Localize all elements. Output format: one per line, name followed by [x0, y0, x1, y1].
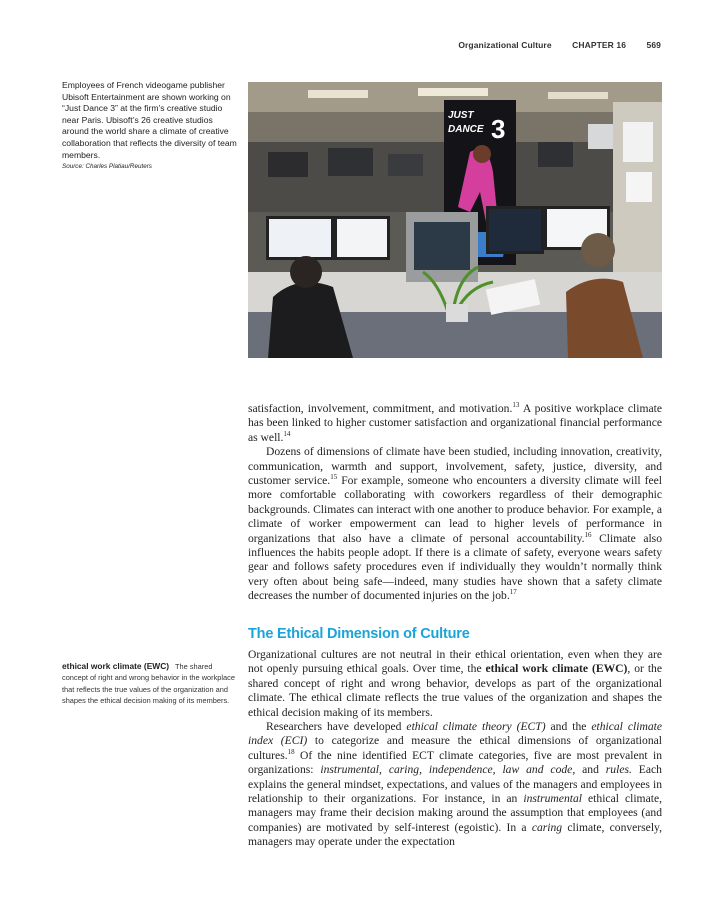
para1-text-a: satisfaction, involvement, commitment, and motivation. [248, 402, 513, 415]
footnote-ref-17: 17 [509, 588, 517, 597]
body-paragraphs-bottom [248, 648, 662, 850]
paragraph-3 [248, 648, 662, 720]
margin-glossary [62, 661, 237, 707]
running-header [440, 40, 661, 50]
para4-italic-ect: ethical climate theory (ECT) [406, 720, 546, 734]
para2-text-c: Climate also influences the habits people adopt. If there is a climate of safety, everyone wears safety gear and follows safety procedures even if individually they wouldn’t normally think very often about being safe—indeed, many studies have shown that a safety climate decreases the number of documented injuries on the job. [248, 531, 662, 603]
paragraph-2 [248, 445, 662, 603]
para1-text-b: A positive workplace climate has been linked to higher customer satisfaction and organizational financial performance as well. [248, 402, 662, 444]
footnote-ref-14: 14 [283, 429, 291, 438]
glossary-term: ethical work climate (EWC) [62, 661, 170, 671]
para2-text-b: For example, someone who encounters a diversity climate will feel more comfortable collaborating with coworkers regardless of their demographic backgrounds. Climates can interact with one another to produce behavior. For example, a climate of worker empowerment can lead to higher levels of performance in organizations that also have a climate of personal accountability. [248, 474, 663, 545]
para4-italic-rules: rules. [605, 763, 632, 777]
paragraph-1 [248, 402, 662, 445]
poster-title-1: JUST [448, 110, 474, 121]
poster-number: 3 [491, 114, 506, 144]
para2-text-a: Dozens of dimensions of climate have been studied, including innovation, creativity, communication, warmth and support, involvement, safety, justice, diversity, and customer service. [248, 445, 662, 488]
para4-text-g: ethical climate, managers may frame their decision making around the assumption that employees (and companies) are motivated by self-interest (egoistic). In a [248, 792, 662, 834]
para4-text-a: Researchers have developed [266, 720, 407, 734]
section-heading: The Ethical Dimension of Culture [248, 626, 470, 642]
para4-text-d: Of the nine identified ECT climate categories, five are most prevalent in organizations: [248, 748, 662, 777]
footnote-ref-13: 13 [512, 401, 520, 409]
para4-text-f: Each explains the general mindset, expectations, and values of the managers and employees in relationship to their organizations. For instance, in an [248, 763, 662, 806]
para4-italic-instrumental: instrumental [523, 792, 582, 806]
photo-caption [62, 80, 237, 172]
body-paragraphs-top [248, 402, 662, 604]
key-term-ewc: ethical work climate (EWC) [485, 662, 628, 676]
footnote-ref-15: 15 [330, 473, 338, 482]
glossary-definition: The shared concept of right and wrong behavior in the workplace that reflects the true values of the organization and shapes the ethical decision making of its members. [62, 662, 235, 706]
para3-text-b: , or the shared concept of right and wrong behavior, develops as part of the organizational climate. The ethical climate reflects the true values of the organization and shapes the ethical decision making of its members. [248, 662, 662, 719]
para4-italic-categories: instrumental, caring, independence, law and code, [320, 763, 576, 777]
caption-text: Employees of French videogame publisher Ubisoft Entertainment are shown working on “Just Dance 3” at the firm’s creative studio near Paris. Ubisoft’s 26 creative studios around the world share a climate of creative collaboration that reflects the diversity of team members. [62, 80, 237, 160]
para4-text-c: to categorize and measure the ethical dimensions of organizational cultures. [248, 734, 662, 762]
page-number: 569 [646, 40, 661, 50]
footnote-ref-16: 16 [584, 530, 592, 539]
photo-source: Source: Charles Platiau/Reuters [62, 163, 152, 171]
para3-text-a: Organizational cultures are not neutral in their ethical orientation, even when they are not openly pursuing ethical goals. Over time, the [248, 648, 662, 676]
para4-italic-eci: ethical climate index (ECI) [248, 720, 662, 748]
header-chapter: CHAPTER 16 [572, 40, 627, 50]
para4-text-h: climate, conversely, managers may operate under the expectation [248, 820, 662, 849]
para4-text-e: and [575, 763, 606, 777]
para4-text-b: and the [545, 720, 592, 734]
para4-italic-caring: caring [531, 820, 563, 834]
paragraph-4 [248, 720, 662, 850]
footnote-ref-18: 18 [287, 747, 295, 756]
poster-title-2: DANCE [448, 124, 484, 135]
header-section-title: Organizational Culture [458, 40, 552, 50]
office-photo [248, 82, 662, 358]
